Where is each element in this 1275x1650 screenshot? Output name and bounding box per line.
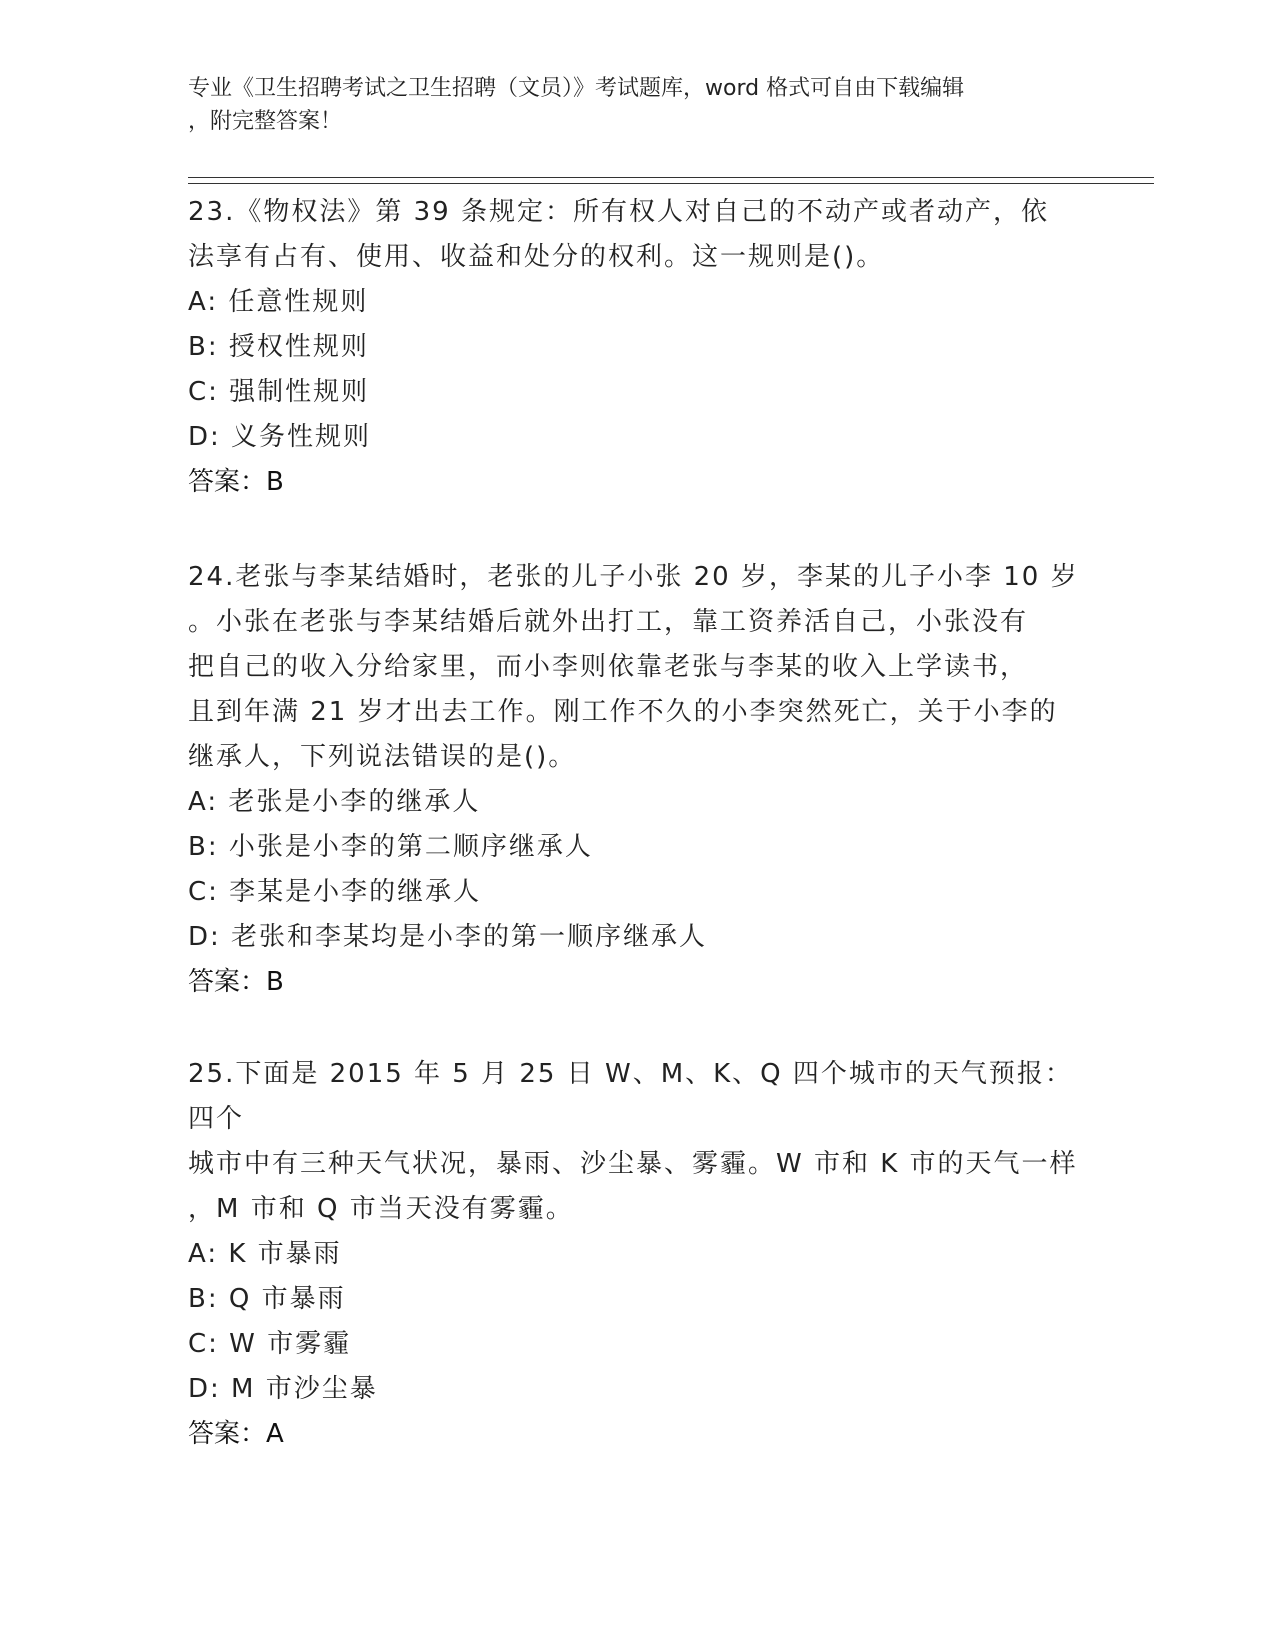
header-line-1: 专业《卫生招聘考试之卫生招聘（文员）》考试题库，word 格式可自由下载编辑 <box>188 76 965 101</box>
option-d: D: 老张和李某均是小李的第一顺序继承人 <box>188 922 708 952</box>
question-stem-line: 把自己的收入分给家里，而小李则依靠老张与李某的收入上学读书， <box>188 652 1029 682</box>
option-b: B: Q 市暴雨 <box>188 1284 346 1314</box>
question-stem-line: 23.《物权法》第 39 条规定：所有权人对自己的不动产或者动产，依 <box>188 197 1049 227</box>
header-line-2: ，附完整答案！ <box>188 109 343 134</box>
option-b: B: 小张是小李的第二顺序继承人 <box>188 832 593 862</box>
question-stem-line: ，M 市和 Q 市当天没有雾霾。 <box>188 1194 574 1224</box>
question-stem-line: 24.老张与李某结婚时，老张的儿子小张 20 岁，李某的儿子小李 10 岁 <box>188 562 1079 592</box>
question-23 <box>188 190 1088 505</box>
option-c: C: 强制性规则 <box>188 377 370 407</box>
question-stem-line: 25.下面是 2015 年 5 月 25 日 W、M、K、Q 四个城市的天气预报：四个 <box>188 1059 1073 1134</box>
answer-line: 答案：B <box>188 467 284 497</box>
option-c: C: 李某是小李的继承人 <box>188 877 482 907</box>
answer-line: 答案：A <box>188 1419 284 1449</box>
question-25 <box>188 1052 1088 1457</box>
option-a: A: 老张是小李的继承人 <box>188 787 481 817</box>
option-b: B: 授权性规则 <box>188 332 369 362</box>
option-d: D: M 市沙尘暴 <box>188 1374 378 1404</box>
header-divider-top <box>188 177 1154 178</box>
question-stem-line: 城市中有三种天气状况，暴雨、沙尘暴、雾霾。W 市和 K 市的天气一样 <box>188 1149 1078 1179</box>
option-a: A: 任意性规则 <box>188 287 369 317</box>
question-stem-line: 法享有占有、使用、收益和处分的权利。这一规则是()。 <box>188 242 885 272</box>
question-stem-line: 。小张在老张与李某结婚后就外出打工，靠工资养活自己，小张没有 <box>188 607 1029 637</box>
option-a: A: K 市暴雨 <box>188 1239 342 1269</box>
answer-line: 答案：B <box>188 967 284 997</box>
option-d: D: 义务性规则 <box>188 422 372 452</box>
header-divider-bottom <box>188 183 1154 184</box>
option-c: C: W 市雾霾 <box>188 1329 352 1359</box>
question-stem-line: 且到年满 21 岁才出去工作。刚工作不久的小李突然死亡，关于小李的 <box>188 697 1058 727</box>
document-header <box>188 72 1068 138</box>
question-stem-line: 继承人，下列说法错误的是()。 <box>188 742 577 772</box>
question-24 <box>188 555 1088 1005</box>
